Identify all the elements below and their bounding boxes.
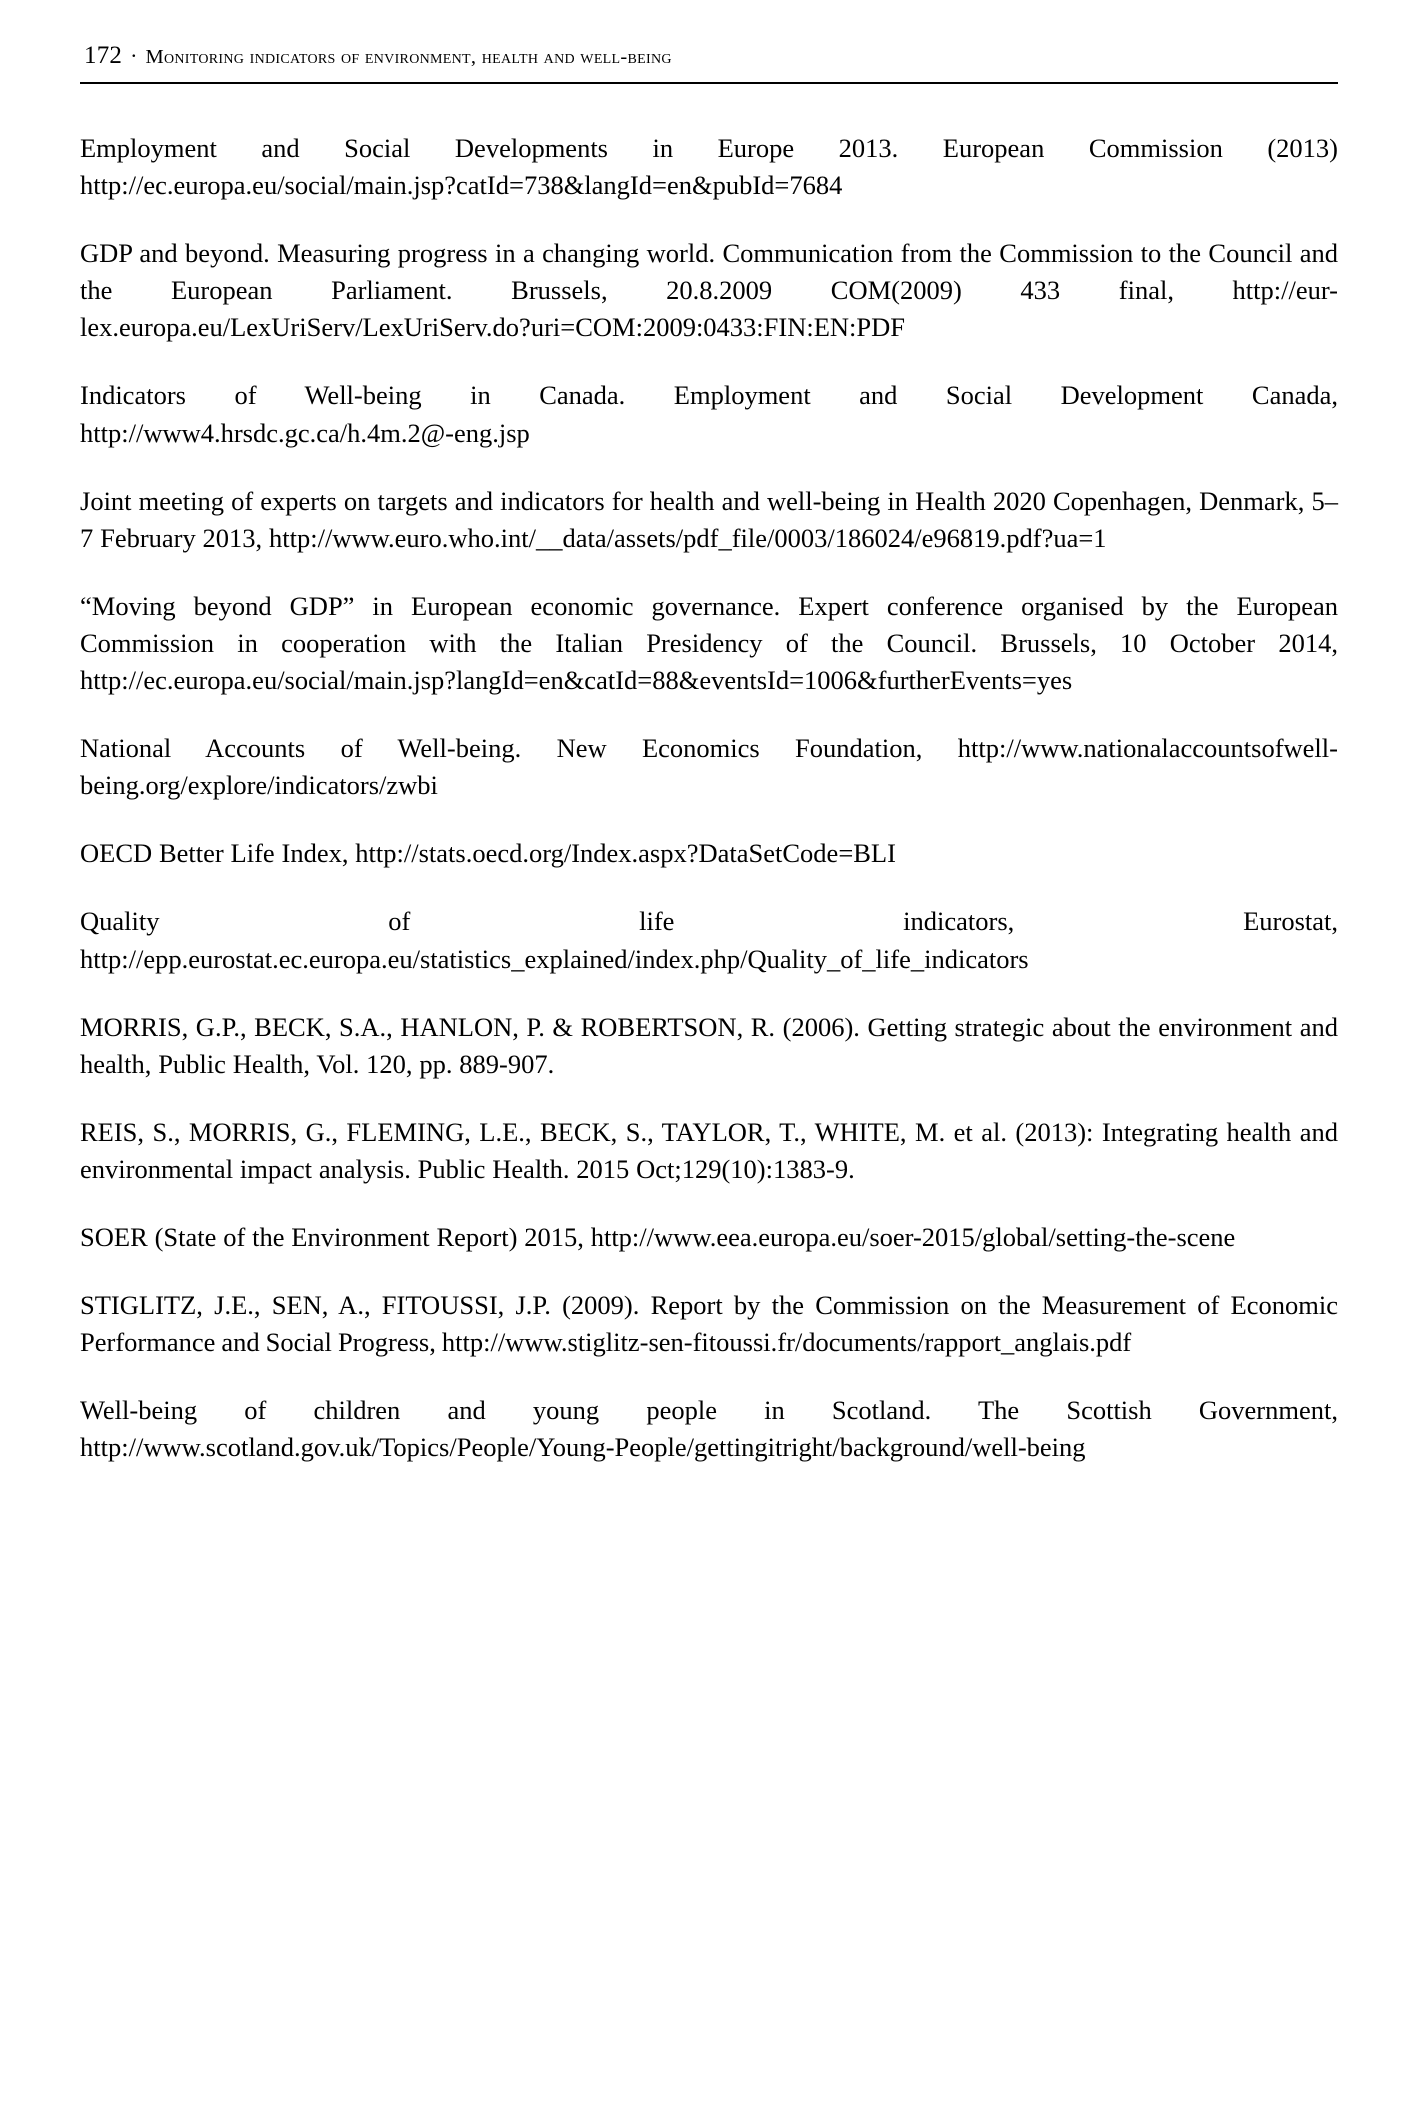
header-separator: ·: [130, 43, 138, 68]
reference-list: [80, 130, 1338, 1466]
reference-entry: OECD Better Life Index, http://stats.oecd.org/Index.aspx?DataSetCode=BLI: [80, 838, 896, 869]
reference-entry: GDP and beyond. Measuring progress in a changing world. Communication from the Commission to the Council and the European Parliament. Brussels, 20.8.2009 COM(2009) 433 final, http://eur-lex.europa.eu/LexUriServ/LexUriServ.do?uri=COM:2009:0433:FIN:EN:PDF: [80, 238, 1338, 343]
reference-entry: Joint meeting of experts on targets and indicators for health and well-being in Health 2020 Copenhagen, Denmark, 5–7 February 2013, http://www.euro.who.int/__data/assets/pdf_file/0003/186024/e96819.pdf?ua=1: [80, 485, 1338, 553]
header-title: Monitoring indicators of environment, health and well-being: [145, 46, 672, 68]
reference-entry: REIS, S., MORRIS, G., FLEMING, L.E., BECK, S., TAYLOR, T., WHITE, M. et al. (2013): Integrating health and environmental impact analysis. Public Health. 2015 Oct;129(10):1383-9.: [80, 1116, 1338, 1184]
reference-entry: STIGLITZ, J.E., SEN, A., FITOUSSI, J.P. (2009). Report by the Commission on the Measurement of Economic Performance and Social Progress, http://www.stiglitz-sen-fitoussi.fr/documents/rapport_anglais.pdf: [80, 1290, 1338, 1358]
page-number: 172: [84, 42, 123, 69]
header-rule: [80, 82, 1338, 84]
reference-entry: “Moving beyond GDP” in European economic governance. Expert conference organised by the European Commission in cooperation with the Italian Presidency of the Council. Brussels, 10 October 2014, http://ec.europa.eu/social/main.jsp?langId=en&catId=88&eventsId=1006&furtherEvents=yes: [80, 590, 1338, 696]
reference-entry: MORRIS, G.P., BECK, S.A., HANLON, P. & ROBERTSON, R. (2006). Getting strategic about the environment and health, Public Health, Vol. 120, pp. 889-907.: [80, 1011, 1338, 1079]
reference-entry: National Accounts of Well-being. New Economics Foundation, http://www.nationalaccountsofwell-being.org/explore/indicators/zwbi: [80, 733, 1338, 801]
reference-entry: Employment and Social Developments in Europe 2013. European Commission (2013) http://ec.europa.eu/social/main.jsp?catId=738&langId=en&pubId=7684: [80, 133, 1338, 201]
page-header: [78, 42, 1337, 70]
reference-entry: SOER (State of the Environment Report) 2015, http://www.eea.europa.eu/soer-2015/global/setting-the-scene: [80, 1221, 1236, 1252]
reference-entry: Indicators of Well-being in Canada. Employment and Social Development Canada, http://www4.hrsdc.gc.ca/h.4m.2@-eng.jsp: [80, 380, 1338, 448]
reference-entry: Well-being of children and young people in Scotland. The Scottish Government, http://www.scotland.gov.uk/Topics/People/Young-People/gettingitright/background/well-being: [80, 1395, 1338, 1463]
reference-entry: Quality of life indicators, Eurostat, http://epp.eurostat.ec.europa.eu/statistics_explained/index.php/Quality_of_life_indicators: [80, 906, 1338, 974]
